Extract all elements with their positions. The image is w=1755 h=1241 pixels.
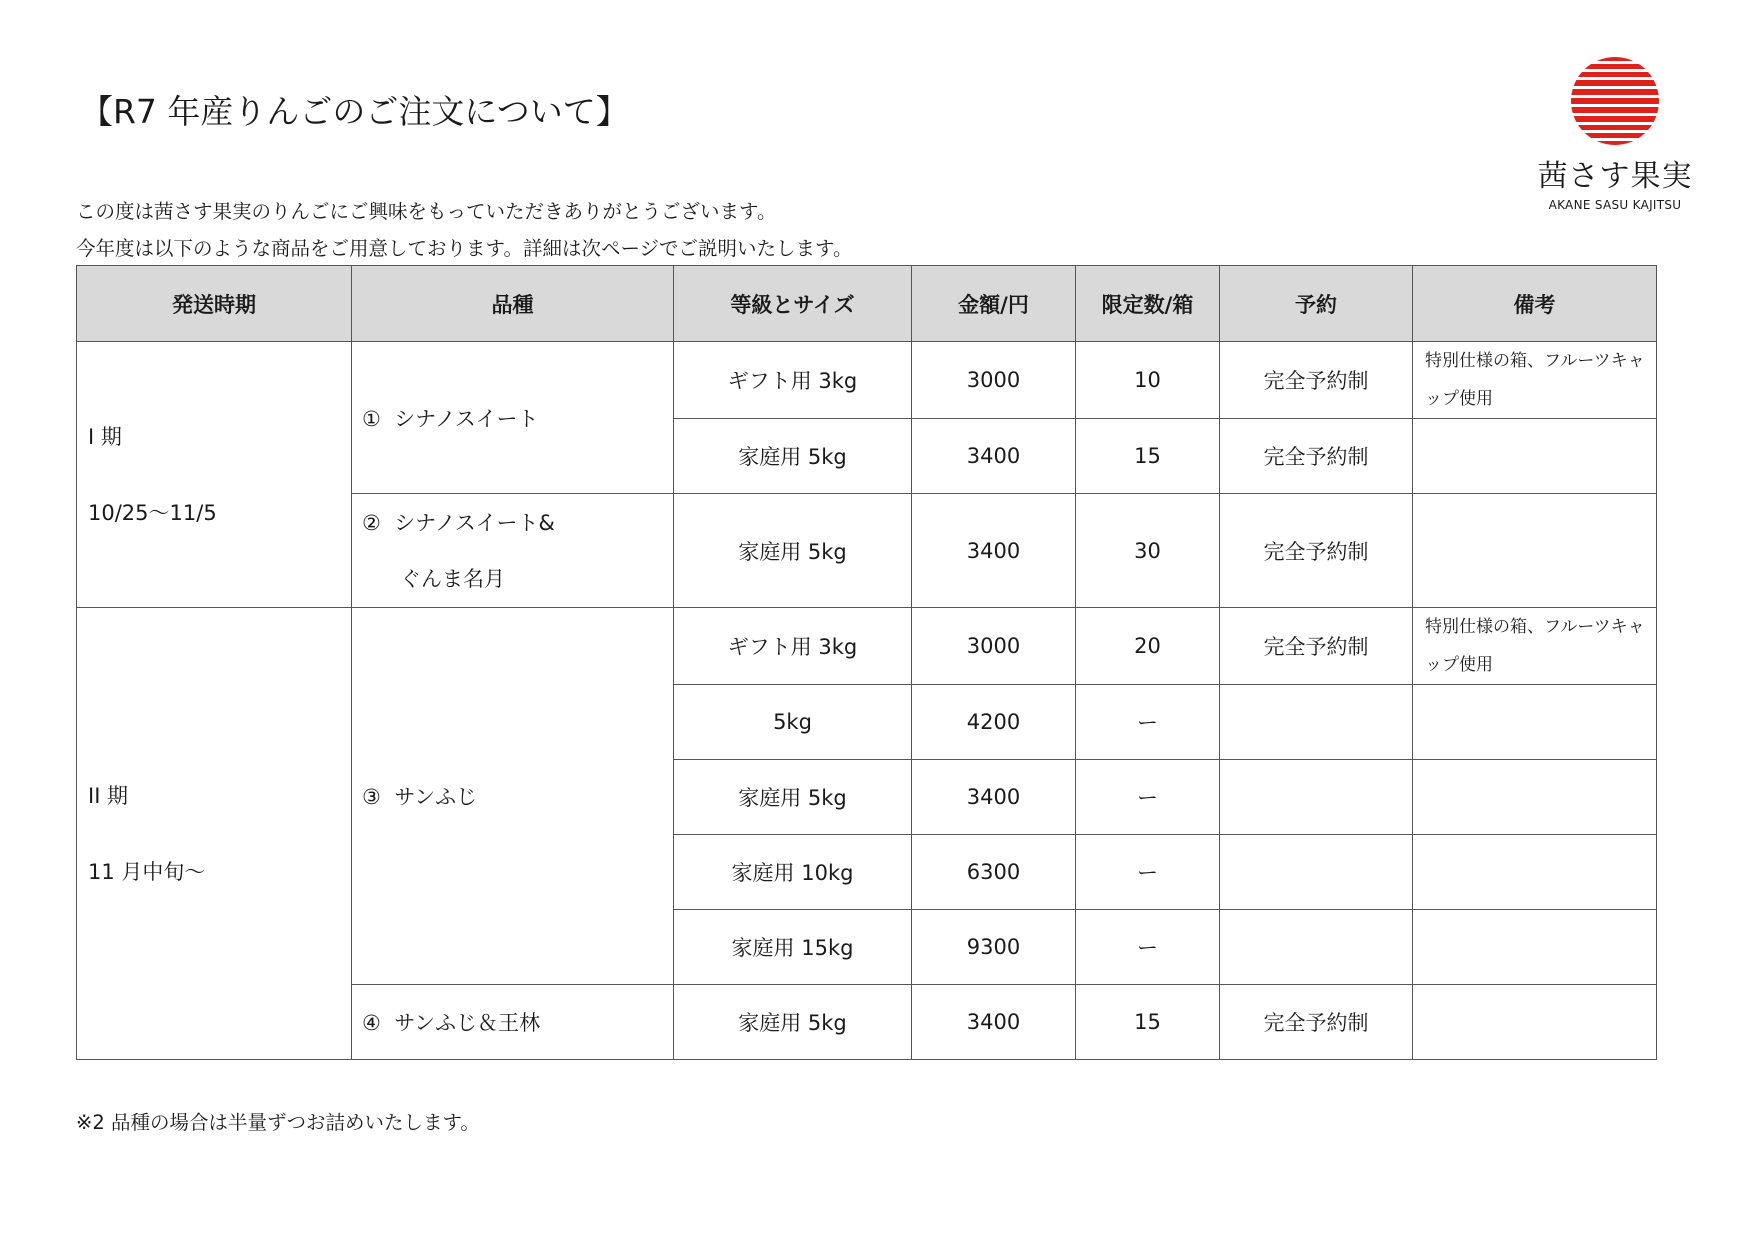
logo-name-jp: 茜さす果実 — [1537, 159, 1693, 194]
period-dates: 10/25～11/5 — [88, 500, 217, 525]
price-cell: 9300 — [912, 910, 1076, 985]
variety-number: ② — [362, 510, 381, 535]
note-cell — [1413, 835, 1657, 910]
limit-cell: ー — [1076, 685, 1220, 760]
variety-name: シナノスイート& — [394, 510, 555, 535]
period-name: II 期 — [88, 783, 129, 808]
variety-name: サンふじ＆王林 — [394, 1011, 541, 1035]
size-cell: 5kg — [674, 685, 912, 760]
note-cell: 特別仕様の箱、フルーツキャップ使用 — [1413, 342, 1657, 419]
table-header-row — [77, 266, 1657, 342]
header-limit: 限定数/箱 — [1076, 266, 1220, 342]
reservation-cell: 完全予約制 — [1220, 608, 1413, 685]
variety-number: ③ — [362, 785, 381, 809]
limit-cell: ー — [1076, 835, 1220, 910]
price-cell: 3400 — [912, 419, 1076, 494]
intro-text — [76, 193, 853, 267]
size-cell: 家庭用 5kg — [674, 760, 912, 835]
price-cell: 4200 — [912, 685, 1076, 760]
limit-cell: 30 — [1076, 494, 1220, 608]
variety-name: シナノスイート — [394, 406, 539, 431]
reservation-cell: 完全予約制 — [1220, 985, 1413, 1060]
order-table — [76, 265, 1657, 1060]
variety-cell-4 — [352, 985, 674, 1060]
limit-cell: 15 — [1076, 419, 1220, 494]
period-cell-2 — [77, 608, 352, 1060]
variety-cell-3 — [352, 608, 674, 985]
size-cell: 家庭用 5kg — [674, 494, 912, 608]
page-title: 【R7 年産りんごのご注文について】 — [80, 92, 629, 131]
limit-cell: 15 — [1076, 985, 1220, 1060]
period-dates: 11 月中旬～ — [88, 859, 206, 884]
reservation-cell — [1220, 760, 1413, 835]
footnote: ※2 品種の場合は半量ずつお詰めいたします。 — [76, 1111, 480, 1134]
note-cell — [1413, 985, 1657, 1060]
variety-name-line-2: ぐんま名月 — [400, 566, 505, 591]
header-price: 金額/円 — [912, 266, 1076, 342]
header-grade-size: 等級とサイズ — [674, 266, 912, 342]
limit-cell: 10 — [1076, 342, 1220, 419]
logo-name-en: AKANE SASU KAJITSU — [1548, 198, 1682, 212]
reservation-cell: 完全予約制 — [1220, 342, 1413, 419]
size-cell: 家庭用 5kg — [674, 419, 912, 494]
reservation-cell — [1220, 835, 1413, 910]
period-name: I 期 — [88, 424, 122, 449]
period-cell-1 — [77, 342, 352, 608]
note-cell — [1413, 494, 1657, 608]
limit-cell: 20 — [1076, 608, 1220, 685]
reservation-cell: 完全予約制 — [1220, 419, 1413, 494]
note-cell — [1413, 685, 1657, 760]
price-cell: 3400 — [912, 985, 1076, 1060]
table-row — [77, 608, 1657, 685]
header-shipping-period: 発送時期 — [77, 266, 352, 342]
note-cell — [1413, 419, 1657, 494]
variety-cell-1 — [352, 342, 674, 494]
price-cell: 3000 — [912, 608, 1076, 685]
price-cell: 6300 — [912, 835, 1076, 910]
rising-sun-icon — [1570, 56, 1660, 146]
variety-name: サンふじ — [394, 785, 478, 809]
intro-line-2: 今年度は以下のような商品をご用意しております。詳細は次ページでご説明いたします。 — [76, 237, 853, 260]
price-cell: 3400 — [912, 760, 1076, 835]
header-notes: 備考 — [1413, 266, 1657, 342]
note-cell — [1413, 760, 1657, 835]
brand-logo — [1530, 56, 1700, 212]
variety-number: ④ — [362, 1011, 381, 1035]
size-cell: ギフト用 3kg — [674, 342, 912, 419]
header-reservation: 予約 — [1220, 266, 1413, 342]
intro-line-1: この度は茜さす果実のりんごにご興味をもっていただきありがとうございます。 — [76, 200, 777, 223]
note-cell — [1413, 910, 1657, 985]
header-variety: 品種 — [352, 266, 674, 342]
note-cell: 特別仕様の箱、フルーツキャップ使用 — [1413, 608, 1657, 685]
size-cell: 家庭用 5kg — [674, 985, 912, 1060]
size-cell: 家庭用 10kg — [674, 835, 912, 910]
reservation-cell — [1220, 910, 1413, 985]
limit-cell: ー — [1076, 760, 1220, 835]
reservation-cell — [1220, 685, 1413, 760]
limit-cell: ー — [1076, 910, 1220, 985]
price-cell: 3000 — [912, 342, 1076, 419]
variety-cell-2 — [352, 494, 674, 608]
price-cell: 3400 — [912, 494, 1076, 608]
variety-number: ① — [362, 406, 381, 431]
table-row — [77, 342, 1657, 419]
size-cell: ギフト用 3kg — [674, 608, 912, 685]
size-cell: 家庭用 15kg — [674, 910, 912, 985]
reservation-cell: 完全予約制 — [1220, 494, 1413, 608]
